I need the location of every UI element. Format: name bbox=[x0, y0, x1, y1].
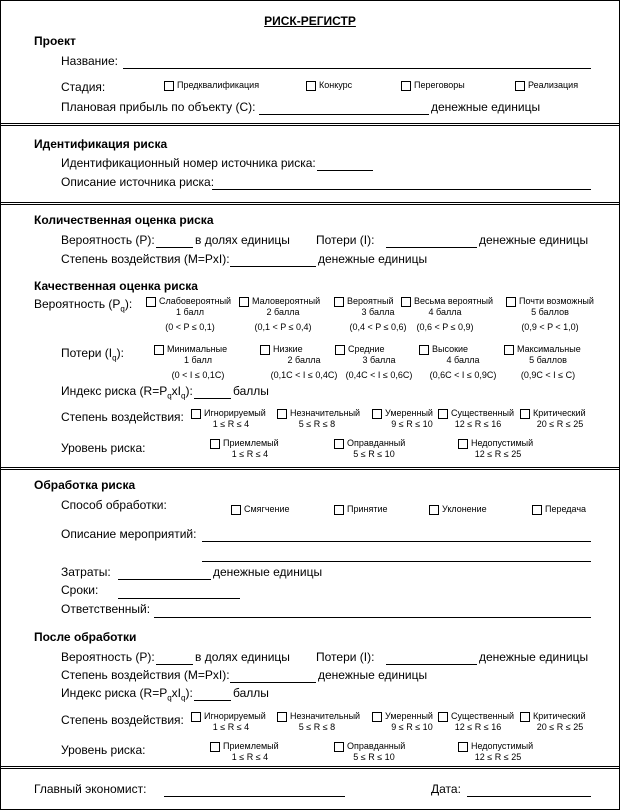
label-text: Потери (I bbox=[61, 346, 113, 360]
checkbox-option[interactable] bbox=[334, 438, 414, 460]
option-score: 4 балла bbox=[446, 355, 480, 365]
checkbox[interactable] bbox=[210, 742, 220, 752]
option-range: 9 ≤ R ≤ 10 bbox=[391, 419, 433, 429]
option-row[interactable] bbox=[520, 711, 600, 722]
checkbox-option[interactable] bbox=[335, 344, 423, 381]
label-text: Индекс риска (R=P bbox=[61, 384, 168, 398]
cost-field[interactable] bbox=[118, 579, 211, 580]
checkbox[interactable] bbox=[504, 345, 514, 355]
impact-label: Степень воздействия (M=PxI): bbox=[61, 252, 230, 266]
profit-unit: денежные единицы bbox=[431, 100, 541, 114]
option-row[interactable] bbox=[401, 80, 521, 91]
option-range: (0,1C < I ≤ 0,4C) bbox=[270, 370, 338, 380]
date-label: Дата: bbox=[431, 782, 461, 796]
source-desc-label: Описание источника риска: bbox=[61, 175, 215, 189]
after-loss-field[interactable] bbox=[386, 664, 477, 665]
option-range: (0,6 < P ≤ 0,9) bbox=[416, 322, 474, 332]
option-row[interactable] bbox=[429, 504, 519, 515]
option-label: Игнорируемый bbox=[204, 408, 266, 418]
checkbox-option[interactable] bbox=[231, 504, 321, 515]
option-score: 2 балла bbox=[266, 307, 300, 317]
checkbox[interactable] bbox=[334, 505, 344, 515]
stage-label: Стадия: bbox=[61, 80, 106, 94]
economist-field[interactable] bbox=[164, 796, 345, 797]
after-impact-label: Степень воздействия (M=PxI): bbox=[61, 668, 230, 682]
cost-unit: денежные единицы bbox=[213, 565, 323, 579]
option-label: Реализация bbox=[528, 80, 579, 90]
checkbox[interactable] bbox=[210, 439, 220, 449]
measures-field-2[interactable] bbox=[202, 561, 591, 562]
option-label: Переговоры bbox=[414, 80, 465, 90]
probability-unit: в долях единицы bbox=[195, 233, 290, 247]
after-probability-unit: в долях единицы bbox=[195, 650, 290, 664]
checkbox-option[interactable] bbox=[401, 296, 494, 333]
checkbox[interactable] bbox=[438, 409, 448, 419]
option-score: 2 балла bbox=[287, 355, 321, 365]
checkbox[interactable] bbox=[458, 742, 468, 752]
checkbox[interactable] bbox=[334, 297, 344, 307]
option-range: 5 ≤ R ≤ 8 bbox=[298, 722, 336, 732]
checkbox-option[interactable] bbox=[504, 344, 592, 381]
option-row[interactable] bbox=[335, 344, 423, 355]
option-row[interactable] bbox=[231, 504, 321, 515]
after-loss-label: Потери (I): bbox=[316, 650, 375, 664]
checkbox[interactable] bbox=[334, 439, 344, 449]
identification-heading: Идентификация риска bbox=[34, 137, 168, 151]
option-row[interactable] bbox=[520, 408, 600, 419]
option-row[interactable] bbox=[458, 741, 538, 752]
checkbox-option[interactable] bbox=[438, 711, 518, 733]
option-row[interactable] bbox=[154, 344, 242, 355]
checkbox-option[interactable] bbox=[458, 438, 538, 460]
option-row[interactable] bbox=[146, 296, 234, 307]
after-impact-field[interactable] bbox=[230, 682, 316, 683]
divider bbox=[1, 202, 619, 205]
date-field[interactable] bbox=[467, 796, 591, 797]
label-text: Индекс риска (R=P bbox=[61, 686, 168, 700]
checkbox-option[interactable] bbox=[154, 344, 242, 381]
option-range: 20 ≤ R ≤ 25 bbox=[536, 722, 584, 732]
option-label: Принятие bbox=[347, 504, 388, 514]
option-label: Умеренный bbox=[385, 711, 433, 721]
option-score: 3 балла bbox=[361, 307, 395, 317]
option-range: (0,4 < P ≤ 0,6) bbox=[349, 322, 407, 332]
checkbox[interactable] bbox=[335, 345, 345, 355]
subscript: q bbox=[167, 391, 172, 401]
name-label: Название: bbox=[61, 54, 118, 68]
cost-label: Затраты: bbox=[61, 565, 111, 579]
checkbox[interactable] bbox=[419, 345, 429, 355]
checkbox[interactable] bbox=[429, 505, 439, 515]
after-probability-label: Вероятность (P): bbox=[61, 650, 155, 664]
after-heading: После обработки bbox=[34, 630, 137, 644]
label-text: xI bbox=[171, 384, 182, 398]
option-label: Смягчение bbox=[244, 504, 290, 514]
probability-label: Вероятность (P): bbox=[61, 233, 155, 247]
option-row[interactable] bbox=[334, 438, 414, 449]
option-range: 1 ≤ R ≤ 4 bbox=[231, 752, 269, 762]
checkbox[interactable] bbox=[401, 81, 411, 91]
option-label: Почти возможный bbox=[519, 296, 594, 306]
option-label: Оправданный bbox=[347, 741, 406, 751]
option-row[interactable] bbox=[191, 408, 271, 419]
divider bbox=[1, 766, 619, 769]
project-heading: Проект bbox=[34, 34, 76, 48]
option-range: 12 ≤ R ≤ 16 bbox=[454, 722, 502, 732]
checkbox-option[interactable] bbox=[419, 344, 507, 381]
option-label: Приемлемый bbox=[223, 741, 279, 751]
form-title: РИСК-РЕГИСТР bbox=[264, 14, 356, 28]
option-row[interactable] bbox=[506, 296, 594, 307]
option-range: (0,6C < I ≤ 0,9C) bbox=[429, 370, 497, 380]
option-label: Оправданный bbox=[347, 438, 406, 448]
measures-label: Описание мероприятий: bbox=[61, 527, 197, 541]
qual-probability-label: Вероятность $(P_q)$: bbox=[34, 297, 133, 314]
option-row[interactable] bbox=[239, 296, 327, 307]
option-range: (0,1 < P ≤ 0,4) bbox=[254, 322, 312, 332]
measures-field[interactable] bbox=[202, 541, 591, 542]
checkbox[interactable] bbox=[191, 712, 201, 722]
option-label: Критический bbox=[533, 408, 586, 418]
checkbox-option[interactable] bbox=[239, 296, 327, 333]
option-row[interactable] bbox=[458, 438, 538, 449]
checkbox[interactable] bbox=[520, 712, 530, 722]
option-range: 1 ≤ R ≤ 4 bbox=[212, 722, 250, 732]
option-row[interactable] bbox=[438, 408, 518, 419]
checkbox-option[interactable] bbox=[506, 296, 594, 333]
option-score: 5 баллов bbox=[531, 307, 569, 317]
profit-field[interactable] bbox=[259, 114, 429, 115]
option-score: 1 балл bbox=[184, 355, 212, 365]
checkbox-option[interactable] bbox=[429, 504, 519, 515]
option-range: (0,9C < I ≤ C) bbox=[520, 370, 576, 380]
impact-field[interactable] bbox=[230, 266, 316, 267]
checkbox-option[interactable] bbox=[210, 741, 290, 763]
option-range: 5 ≤ R ≤ 8 bbox=[298, 419, 336, 429]
checkbox-option[interactable] bbox=[458, 741, 538, 763]
qualitative-heading: Качественная оценка риска bbox=[34, 279, 198, 293]
checkbox[interactable] bbox=[438, 712, 448, 722]
after-risk-index-unit: баллы bbox=[233, 686, 269, 700]
checkbox[interactable] bbox=[401, 297, 411, 307]
option-row[interactable] bbox=[210, 741, 290, 752]
option-score: 4 балла bbox=[428, 307, 462, 317]
checkbox[interactable] bbox=[146, 297, 156, 307]
option-label: Маловероятный bbox=[252, 296, 321, 306]
option-row[interactable] bbox=[532, 504, 620, 515]
divider bbox=[1, 467, 619, 470]
option-label: Высокие bbox=[432, 344, 469, 354]
responsible-label: Ответственный: bbox=[61, 602, 151, 616]
checkbox[interactable] bbox=[277, 409, 287, 419]
source-id-label: Идентификационный номер источника риска: bbox=[61, 156, 316, 170]
option-row[interactable] bbox=[191, 711, 271, 722]
option-range: (0,4C < I ≤ 0,6C) bbox=[345, 370, 413, 380]
name-field[interactable] bbox=[123, 68, 591, 69]
treatment-method-label: Способ обработки: bbox=[61, 498, 167, 512]
checkbox-option[interactable] bbox=[401, 80, 521, 91]
checkbox-option[interactable] bbox=[520, 711, 600, 733]
option-row[interactable] bbox=[277, 408, 361, 419]
checkbox-option[interactable] bbox=[210, 438, 290, 460]
checkbox[interactable] bbox=[260, 345, 270, 355]
probability-field[interactable] bbox=[156, 247, 193, 248]
subscript: q bbox=[181, 391, 186, 401]
subscript: q bbox=[181, 693, 186, 703]
option-label: Существенный bbox=[451, 711, 515, 721]
option-range: 5 ≤ R ≤ 10 bbox=[353, 449, 395, 459]
option-range: 9 ≤ R ≤ 10 bbox=[391, 722, 433, 732]
option-label: Незначительный bbox=[290, 711, 361, 721]
option-row[interactable] bbox=[334, 741, 414, 752]
option-row[interactable] bbox=[419, 344, 507, 355]
checkbox-option[interactable] bbox=[164, 80, 284, 91]
checkbox[interactable] bbox=[277, 712, 287, 722]
responsible-field[interactable] bbox=[154, 617, 591, 618]
option-label: Недопустимый bbox=[471, 741, 534, 751]
checkbox-option[interactable] bbox=[438, 408, 518, 430]
after-loss-unit: денежные единицы bbox=[479, 650, 589, 664]
option-range: (0 < P ≤ 0,1) bbox=[165, 322, 215, 332]
checkbox[interactable] bbox=[372, 409, 382, 419]
checkbox-option[interactable] bbox=[191, 408, 271, 430]
checkbox-option[interactable] bbox=[277, 408, 361, 430]
checkbox[interactable] bbox=[191, 409, 201, 419]
loss-label: Потери (I): bbox=[316, 233, 375, 247]
option-range: 12 ≤ R ≤ 25 bbox=[474, 752, 522, 762]
checkbox[interactable] bbox=[458, 439, 468, 449]
option-label: Предквалификация bbox=[177, 80, 260, 90]
subscript: q bbox=[120, 304, 125, 314]
checkbox-option[interactable] bbox=[277, 711, 361, 733]
after-risk-index-field[interactable] bbox=[194, 700, 231, 701]
subscript: q bbox=[112, 353, 117, 363]
option-label: Весьма вероятный bbox=[414, 296, 494, 306]
checkbox[interactable] bbox=[372, 712, 382, 722]
checkbox[interactable] bbox=[506, 297, 516, 307]
label-text: Вероятность (P bbox=[34, 297, 121, 311]
source-desc-field[interactable] bbox=[212, 189, 591, 190]
checkbox[interactable] bbox=[334, 742, 344, 752]
option-score: 1 балл bbox=[176, 307, 204, 317]
checkbox-option[interactable] bbox=[334, 741, 414, 763]
after-probability-field[interactable] bbox=[156, 664, 193, 665]
quantitative-heading: Количественная оценка риска bbox=[34, 213, 214, 227]
option-range: 12 ≤ R ≤ 16 bbox=[454, 419, 502, 429]
after-impact-degree-label: Степень воздействия: bbox=[61, 713, 184, 727]
option-label: Минимальные bbox=[167, 344, 228, 354]
risk-index-unit: баллы bbox=[233, 384, 269, 398]
option-row[interactable] bbox=[401, 296, 494, 307]
option-row[interactable] bbox=[210, 438, 290, 449]
option-label: Умеренный bbox=[385, 408, 433, 418]
option-row[interactable] bbox=[515, 80, 620, 91]
checkbox-option[interactable] bbox=[532, 504, 620, 515]
option-range: (0 < I ≤ 0,1C) bbox=[171, 370, 225, 380]
checkbox[interactable] bbox=[154, 345, 164, 355]
option-label: Недопустимый bbox=[471, 438, 534, 448]
option-row[interactable] bbox=[164, 80, 284, 91]
checkbox-option[interactable] bbox=[146, 296, 234, 333]
checkbox-option[interactable] bbox=[334, 504, 424, 515]
option-range: (0,9 < P < 1,0) bbox=[521, 322, 579, 332]
option-row[interactable] bbox=[277, 711, 361, 722]
option-range: 12 ≤ R ≤ 25 bbox=[474, 449, 522, 459]
option-row[interactable] bbox=[504, 344, 592, 355]
label-text: xI bbox=[171, 686, 182, 700]
impact-unit: денежные единицы bbox=[318, 252, 428, 266]
checkbox-option[interactable] bbox=[520, 408, 600, 430]
risk-level-label: Уровень риска: bbox=[61, 441, 146, 455]
option-label: Игнорируемый bbox=[204, 711, 266, 721]
option-label: Слабовероятный bbox=[159, 296, 232, 306]
impact-degree-label: Степень воздействия: bbox=[61, 410, 184, 424]
option-label: Передача bbox=[545, 504, 587, 514]
after-risk-level-label: Уровень риска: bbox=[61, 743, 146, 757]
divider bbox=[1, 123, 619, 126]
option-label: Средние bbox=[348, 344, 385, 354]
option-label: Приемлемый bbox=[223, 438, 279, 448]
option-label: Уклонение bbox=[442, 504, 487, 514]
option-range: 1 ≤ R ≤ 4 bbox=[231, 449, 269, 459]
checkbox[interactable] bbox=[239, 297, 249, 307]
option-score: 5 баллов bbox=[529, 355, 567, 365]
after-risk-index-label: Индекс риска $(R=P_qxI_q)$: bbox=[61, 686, 193, 703]
source-id-field[interactable] bbox=[317, 170, 373, 171]
treatment-heading: Обработка риска bbox=[34, 478, 136, 492]
option-row[interactable] bbox=[334, 504, 424, 515]
terms-field[interactable] bbox=[118, 598, 240, 599]
option-range: 20 ≤ R ≤ 25 bbox=[536, 419, 584, 429]
checkbox[interactable] bbox=[306, 81, 316, 91]
checkbox-option[interactable] bbox=[191, 711, 271, 733]
after-impact-unit: денежные единицы bbox=[318, 668, 428, 682]
option-label: Конкурс bbox=[319, 80, 353, 90]
option-label: Низкие bbox=[273, 344, 303, 354]
subscript: q bbox=[167, 693, 172, 703]
checkbox[interactable] bbox=[515, 81, 525, 91]
profit-label: Плановая прибыль по объекту (С): bbox=[61, 100, 256, 114]
qual-loss-label: Потери $(I_q)$: bbox=[61, 346, 124, 363]
economist-label: Главный экономист: bbox=[34, 782, 147, 796]
option-label: Вероятный bbox=[347, 296, 394, 306]
checkbox[interactable] bbox=[520, 409, 530, 419]
terms-label: Сроки: bbox=[61, 583, 99, 597]
option-range: 1 ≤ R ≤ 4 bbox=[212, 419, 250, 429]
checkbox[interactable] bbox=[532, 505, 542, 515]
option-label: Максимальные bbox=[517, 344, 581, 354]
risk-index-field[interactable] bbox=[194, 398, 231, 399]
option-label: Незначительный bbox=[290, 408, 361, 418]
loss-unit: денежные единицы bbox=[479, 233, 589, 247]
option-row[interactable] bbox=[438, 711, 518, 722]
checkbox[interactable] bbox=[164, 81, 174, 91]
risk-index-label: Индекс риска $(R=P_qxI_q)$: bbox=[61, 384, 193, 401]
option-score: 3 балла bbox=[362, 355, 396, 365]
loss-field[interactable] bbox=[386, 247, 477, 248]
option-label: Критический bbox=[533, 711, 586, 721]
option-label: Существенный bbox=[451, 408, 515, 418]
checkbox-option[interactable] bbox=[515, 80, 620, 91]
checkbox[interactable] bbox=[231, 505, 241, 515]
option-range: 5 ≤ R ≤ 10 bbox=[353, 752, 395, 762]
